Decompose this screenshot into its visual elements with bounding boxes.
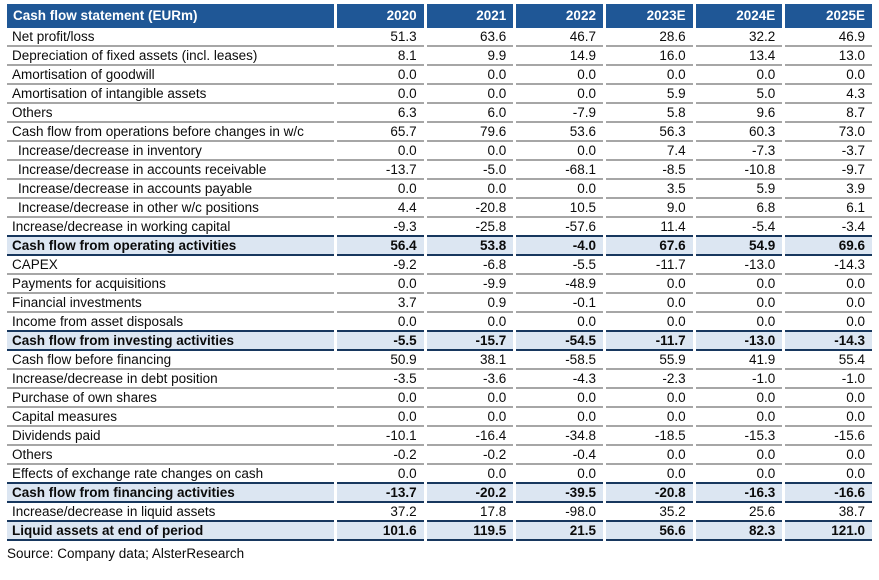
- table-row: [7, 465, 872, 482]
- cell-value: 0.9: [427, 294, 514, 313]
- cell-value: -20.2: [427, 482, 514, 503]
- cell-value: -15.6: [785, 427, 872, 446]
- cell-value: -2.3: [606, 370, 693, 389]
- source-note: Source: Company data; AlsterResearch: [7, 546, 245, 561]
- cell-value: 0.0: [337, 85, 424, 104]
- cell-value: -15.7: [427, 330, 514, 351]
- row-label: Increase/decrease in inventory: [7, 142, 334, 161]
- cell-value: 13.4: [696, 47, 783, 66]
- cell-value: 101.6: [337, 520, 424, 541]
- cell-value: 56.4: [337, 235, 424, 256]
- cell-value: 8.1: [337, 47, 424, 66]
- cell-value: 0.0: [785, 408, 872, 427]
- cell-value: 0.0: [487, 314, 507, 329]
- cell-value: 13.0: [785, 47, 872, 66]
- cell-value: -20.8: [606, 482, 693, 503]
- cell-value: 25.6: [749, 504, 776, 519]
- cell-value: -16.6: [785, 482, 872, 503]
- cell-value: 21.5: [516, 520, 603, 541]
- cell-value: -9.2: [337, 256, 424, 275]
- column-header-2020: 2020: [337, 4, 424, 28]
- cell-value: 55.9: [606, 351, 693, 370]
- cell-value: -14.3: [785, 330, 872, 351]
- row-label: Capital measures: [7, 408, 334, 427]
- cell-value: 0.0: [427, 142, 514, 161]
- cell-value: 37.2: [390, 504, 417, 519]
- cell-value: 0.0: [487, 466, 507, 481]
- table-row: [7, 351, 872, 370]
- cell-value: 0.0: [785, 66, 872, 85]
- cell-value: -11.7: [606, 330, 693, 351]
- cell-value: 0.0: [696, 408, 783, 427]
- cell-value: 6.3: [337, 104, 424, 123]
- cell-value: 6.1: [785, 199, 872, 218]
- cell-value: 5.9: [696, 180, 783, 199]
- cell-value: 0.0: [666, 314, 686, 329]
- cell-value: 16.0: [606, 47, 693, 66]
- row-label: Purchase of own shares: [7, 389, 334, 408]
- cell-value: 53.6: [516, 123, 603, 142]
- cell-value: -34.8: [516, 427, 603, 446]
- table-row: [7, 47, 872, 66]
- row-label: Amortisation of intangible assets: [7, 85, 334, 104]
- cell-value: -5.5: [516, 256, 603, 275]
- cell-value: -8.5: [606, 161, 693, 180]
- cell-value: 0.0: [756, 314, 776, 329]
- row-label: Depreciation of fixed assets (incl. leases): [7, 47, 334, 66]
- cell-value: 0.0: [846, 314, 865, 329]
- table-row: [7, 256, 872, 275]
- cell-value: 6.0: [427, 104, 514, 123]
- cell-value: 0.0: [696, 446, 783, 465]
- table-row-subtotal: [7, 482, 872, 503]
- cell-value: 0.0: [606, 446, 693, 465]
- cell-value: 0.0: [337, 408, 424, 427]
- table-row: [7, 389, 872, 408]
- cell-value: 38.7: [838, 504, 865, 519]
- row-label: Others: [7, 104, 334, 123]
- cell-value: 0.0: [785, 275, 872, 294]
- cell-value: 73.0: [785, 123, 872, 142]
- cell-value: -0.1: [516, 294, 603, 313]
- column-header-2024e: 2024E: [696, 4, 783, 28]
- table-row: [7, 408, 872, 427]
- cell-value: 11.4: [660, 219, 686, 234]
- cell-value: -7.9: [516, 104, 603, 123]
- cell-value: -0.4: [516, 446, 603, 465]
- table-header-row: [7, 4, 872, 28]
- cell-value: -25.8: [475, 219, 507, 234]
- row-label: Cash flow from investing activities: [7, 330, 334, 351]
- cell-value: 46.7: [516, 28, 603, 47]
- cell-value: -98.0: [565, 504, 596, 519]
- cell-value: -3.4: [841, 219, 865, 234]
- row-label: Increase/decrease in other w/c positions: [7, 199, 334, 218]
- cell-value: 0.0: [516, 85, 603, 104]
- cell-value: 65.7: [337, 123, 424, 142]
- cell-value: 67.6: [606, 235, 693, 256]
- row-label: Others: [7, 446, 334, 465]
- cell-value: 0.0: [696, 66, 783, 85]
- table-row: [7, 313, 872, 330]
- cell-value: 0.0: [577, 314, 596, 329]
- cell-value: 0.0: [337, 180, 424, 199]
- table-row-subtotal: [7, 235, 872, 256]
- cell-value: -16.3: [696, 482, 783, 503]
- table-row: [7, 123, 872, 142]
- cell-value: 51.3: [337, 28, 424, 47]
- cell-value: -3.5: [337, 370, 424, 389]
- row-label: Increase/decrease in working capital: [12, 219, 231, 234]
- cell-value: 32.2: [696, 28, 783, 47]
- cell-value: 50.9: [337, 351, 424, 370]
- table-row: [7, 294, 872, 313]
- table-row: [7, 28, 872, 47]
- cell-value: 0.0: [337, 275, 424, 294]
- cell-value: 0.0: [337, 142, 424, 161]
- table-title: Cash flow statement (EURm): [7, 4, 334, 28]
- cell-value: 0.0: [666, 466, 686, 481]
- cell-value: 0.0: [785, 446, 872, 465]
- cell-value: -5.5: [337, 330, 424, 351]
- cell-value: 41.9: [696, 351, 783, 370]
- cell-value: 0.0: [606, 294, 693, 313]
- cell-value: 5.0: [696, 85, 783, 104]
- cell-value: -9.3: [393, 219, 417, 234]
- cell-value: 4.4: [337, 199, 424, 218]
- cell-value: 60.3: [696, 123, 783, 142]
- cell-value: 0.0: [337, 389, 424, 408]
- cell-value: 0.0: [427, 408, 514, 427]
- table-row: [7, 104, 872, 123]
- row-label: Increase/decrease in debt position: [7, 370, 334, 389]
- cell-value: 0.0: [785, 389, 872, 408]
- cell-value: 0.0: [785, 294, 872, 313]
- cell-value: 17.8: [480, 504, 507, 519]
- cell-value: -18.5: [606, 427, 693, 446]
- cell-value: -68.1: [516, 161, 603, 180]
- cell-value: 46.9: [785, 28, 872, 47]
- cell-value: 54.9: [696, 235, 783, 256]
- table-body: [7, 28, 872, 541]
- cell-value: -13.0: [696, 256, 783, 275]
- cell-value: 53.8: [427, 235, 514, 256]
- cell-value: -58.5: [516, 351, 603, 370]
- column-header-2022: 2022: [516, 4, 603, 28]
- cell-value: 55.4: [785, 351, 872, 370]
- cell-value: -9.9: [427, 275, 514, 294]
- cell-value: 0.0: [756, 466, 776, 481]
- cell-value: 5.9: [606, 85, 693, 104]
- table-row-subtotal: [7, 520, 872, 541]
- cash-flow-table: [4, 4, 875, 541]
- cell-value: 0.0: [516, 66, 603, 85]
- row-label: Cash flow from financing activities: [7, 482, 334, 503]
- cell-value: -3.6: [427, 370, 514, 389]
- cell-value: -57.6: [565, 219, 596, 234]
- cell-value: -7.3: [696, 142, 783, 161]
- cell-value: 0.0: [606, 66, 693, 85]
- table-row: [7, 66, 872, 85]
- table-row: [7, 180, 872, 199]
- cell-value: 0.0: [337, 66, 424, 85]
- cell-value: 38.1: [427, 351, 514, 370]
- cell-value: -15.3: [696, 427, 783, 446]
- cell-value: 10.5: [516, 199, 603, 218]
- table-row: [7, 161, 872, 180]
- cell-value: 0.0: [696, 389, 783, 408]
- cell-value: -13.0: [696, 330, 783, 351]
- cell-value: 0.0: [606, 389, 693, 408]
- cell-value: 4.3: [785, 85, 872, 104]
- cell-value: 5.8: [606, 104, 693, 123]
- cell-value: 0.0: [696, 275, 783, 294]
- cell-value: 0.0: [397, 466, 417, 481]
- cell-value: 69.6: [785, 235, 872, 256]
- cell-value: -6.8: [427, 256, 514, 275]
- cell-value: -5.0: [427, 161, 514, 180]
- cell-value: -3.7: [785, 142, 872, 161]
- cell-value: -13.7: [337, 161, 424, 180]
- cell-value: -20.8: [427, 199, 514, 218]
- cell-value: 3.9: [785, 180, 872, 199]
- cell-value: 9.9: [427, 47, 514, 66]
- cell-value: 0.0: [427, 66, 514, 85]
- cell-value: 6.8: [696, 199, 783, 218]
- row-label: CAPEX: [7, 256, 334, 275]
- cell-value: -10.1: [337, 427, 424, 446]
- row-label: Cash flow from operations before changes in w/c: [7, 123, 334, 142]
- cell-value: -0.2: [337, 446, 424, 465]
- cell-value: 0.0: [606, 275, 693, 294]
- cell-value: -13.7: [337, 482, 424, 503]
- cell-value: -14.3: [785, 256, 872, 275]
- row-label: Liquid assets at end of period: [7, 520, 334, 541]
- row-label: Cash flow from operating activities: [7, 235, 334, 256]
- cell-value: 8.7: [785, 104, 872, 123]
- cell-value: 63.6: [427, 28, 514, 47]
- cell-value: 0.0: [427, 180, 514, 199]
- cell-value: 9.0: [606, 199, 693, 218]
- table-row: [7, 503, 872, 520]
- cell-value: 79.6: [427, 123, 514, 142]
- row-label: Increase/decrease in accounts receivable: [7, 161, 334, 180]
- cell-value: 35.2: [659, 504, 686, 519]
- cell-value: 121.0: [785, 520, 872, 541]
- cell-value: 0.0: [846, 466, 865, 481]
- cell-value: 82.3: [696, 520, 783, 541]
- cell-value: -1.0: [785, 370, 872, 389]
- cell-value: 3.5: [606, 180, 693, 199]
- row-label: Increase/decrease in accounts payable: [7, 180, 334, 199]
- cell-value: 7.4: [606, 142, 693, 161]
- cell-value: 14.9: [516, 47, 603, 66]
- row-label: Net profit/loss: [7, 28, 334, 47]
- row-label: Cash flow before financing: [7, 351, 334, 370]
- row-label: Payments for acquisitions: [7, 275, 334, 294]
- cell-value: -54.5: [516, 330, 603, 351]
- cell-value: -4.3: [516, 370, 603, 389]
- cell-value: 0.0: [516, 389, 603, 408]
- column-header-2021: 2021: [427, 4, 514, 28]
- cell-value: 28.6: [606, 28, 693, 47]
- cell-value: 0.0: [577, 466, 596, 481]
- table-row: [7, 199, 872, 218]
- cell-value: -48.9: [516, 275, 603, 294]
- row-label: Amortisation of goodwill: [7, 66, 334, 85]
- row-label: Effects of exchange rate changes on cash: [12, 466, 264, 481]
- cell-value: 0.0: [696, 294, 783, 313]
- column-header-2025e: 2025E: [785, 4, 872, 28]
- table-row: [7, 85, 872, 104]
- table-row: [7, 142, 872, 161]
- cell-value: 3.7: [337, 294, 424, 313]
- cell-value: -5.4: [752, 219, 776, 234]
- cell-value: 0.0: [397, 314, 417, 329]
- row-label: Dividends paid: [7, 427, 334, 446]
- cell-value: 9.6: [696, 104, 783, 123]
- cell-value: 56.3: [606, 123, 693, 142]
- cell-value: 0.0: [516, 408, 603, 427]
- table-row: [7, 427, 872, 446]
- row-label: Financial investments: [7, 294, 334, 313]
- cell-value: 56.6: [606, 520, 693, 541]
- cell-value: -9.7: [785, 161, 872, 180]
- table-row-subtotal: [7, 330, 872, 351]
- cell-value: 0.0: [427, 389, 514, 408]
- cell-value: 0.0: [427, 85, 514, 104]
- row-label: Increase/decrease in liquid assets: [12, 504, 216, 519]
- table-row: [7, 370, 872, 389]
- cell-value: -11.7: [606, 256, 693, 275]
- cell-value: -0.2: [427, 446, 514, 465]
- cell-value: -16.4: [427, 427, 514, 446]
- cell-value: -10.8: [696, 161, 783, 180]
- table-row: [7, 446, 872, 465]
- cell-value: -1.0: [696, 370, 783, 389]
- table-row: [7, 275, 872, 294]
- cell-value: -4.0: [516, 235, 603, 256]
- row-label: Income from asset disposals: [12, 314, 184, 329]
- cell-value: -39.5: [516, 482, 603, 503]
- column-header-2023e: 2023E: [606, 4, 693, 28]
- table-row: [7, 218, 872, 235]
- cell-value: 0.0: [516, 142, 603, 161]
- cell-value: 119.5: [427, 520, 514, 541]
- cell-value: 0.0: [606, 408, 693, 427]
- cell-value: 0.0: [516, 180, 603, 199]
